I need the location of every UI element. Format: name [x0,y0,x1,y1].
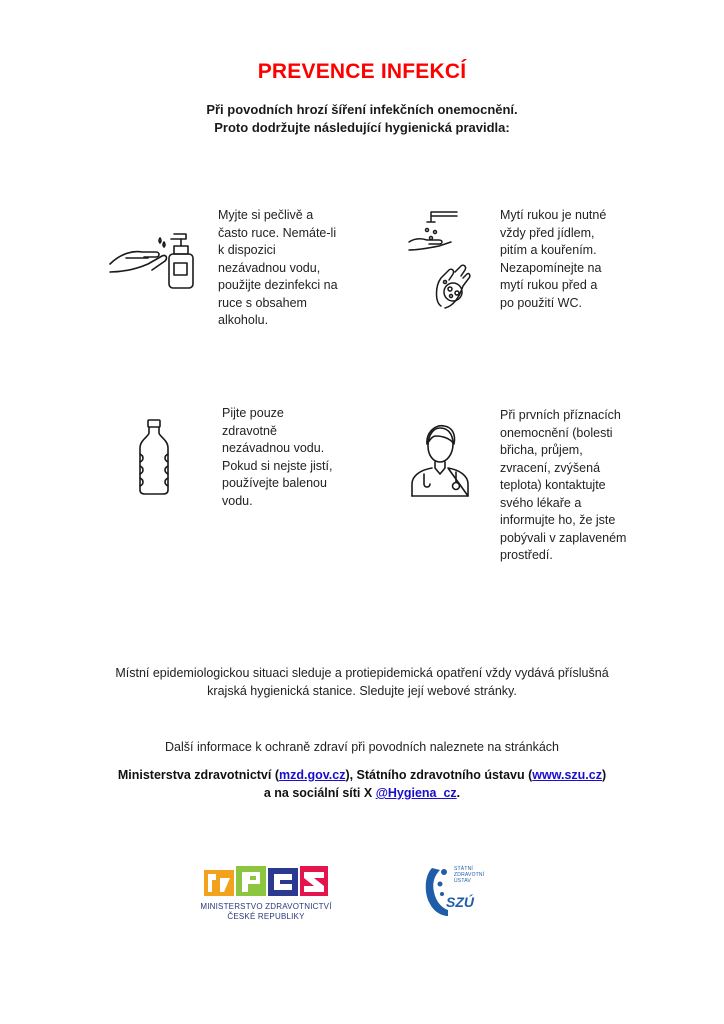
mzd-link[interactable]: mzd.gov.cz [279,768,346,782]
water-bottle-icon [136,418,172,496]
szu-logo-small-text: STÁTNÍ ZDRAVOTNÍ ÚSTAV [454,866,485,884]
szu-logo-mark: SZÚ [446,894,474,910]
intro-line-2: Proto dodržujte následující hygienická pravidla: [214,120,510,135]
tip-safe-water: Pijte pouze zdravotně nezávadnou vodu. Pokud si nejste jistí, používejte balenou vodu. [222,406,333,508]
page-title: PREVENCE INFEKCÍ [257,60,467,83]
hygiena-x-link[interactable]: @Hygiena_cz [375,786,457,800]
tip-handwashing-when: Mytí rukou je nutné vždy před jídlem, pitím a kouřením. Nezapomínejte na mytí rukou před a po použití WC. [500,208,607,310]
intro-line-1: Při povodních hrozí šíření infekčních onemocnění. [206,102,518,117]
tip-contact-doctor: Při prvních příznacích onemocnění (bolesti břicha, průjem, zvracení, zvýšená teplota) kontaktujte svého lékaře a informujte ho, že jste pobývali v zaplaveném prostředí. [500,408,627,562]
more-info-text: Další informace k ochraně zdraví při povodních naleznete na stránkách [165,740,559,754]
mzcr-logo [204,866,328,896]
handwashing-germs-icon [405,208,471,316]
sources-line-1: Ministerstva zdravotnictví (mzd.gov.cz), Státního zdravotního ústavu (www.szu.cz) [117,768,607,782]
hand-sanitizer-icon [108,228,198,290]
tip-handwashing-sanitizer: Myjte si pečlivě a často ruce. Nemáte-li k dispozici nezávadnou vodu, použijte dezinfekci na ruce s obsahem alkoholu. [218,208,338,327]
szu-link[interactable]: www.szu.cz [532,768,602,782]
local-situation-note: Místní epidemiologickou situaci sleduje a protiepidemická opatření vždy vydává příslušná krajská hygienická stanice. Sledujte její webové stránky. [115,666,609,698]
doctor-icon [410,424,470,498]
intro-text [0,101,724,137]
sources-line-2: a na sociální síti X @Hygiena_cz. [263,786,461,800]
mzcr-logo-text: MINISTERSTVO ZDRAVOTNICTVÍ ČESKÉ REPUBLIKY [200,902,332,921]
